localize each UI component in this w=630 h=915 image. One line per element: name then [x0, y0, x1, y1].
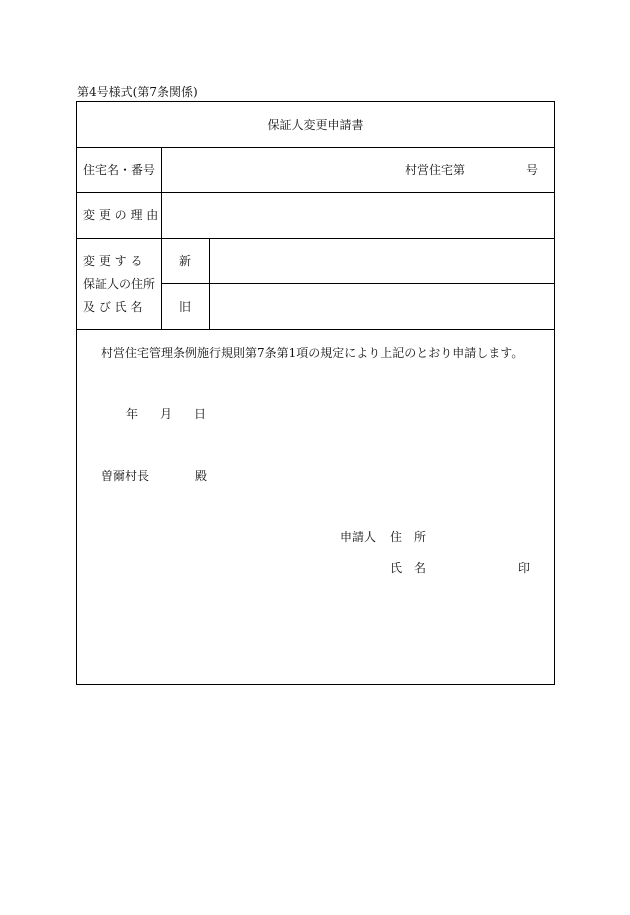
frame-bottom: [76, 684, 555, 685]
divider-housing: [76, 192, 555, 193]
divider-new-old: [161, 283, 555, 284]
addressee-name: 曽爾村長: [101, 469, 150, 483]
divider-reason: [76, 238, 555, 239]
column-divider-label: [161, 147, 162, 330]
addressee-honorific: 殿: [195, 469, 208, 483]
guarantor-label-line-3: 及 び 氏 名: [83, 300, 143, 314]
new-label: 新: [179, 254, 192, 268]
housing-value-suffix: 号: [526, 163, 539, 177]
reason-label: 変 更 の 理 由: [83, 208, 159, 222]
guarantor-label-line-2: 保証人の住所: [83, 277, 156, 291]
old-label: 旧: [179, 300, 192, 314]
form-title: 保証人変更申請書: [267, 118, 364, 132]
frame-left: [76, 101, 77, 685]
date-day: 日: [194, 407, 207, 421]
housing-label: 住宅名・番号: [83, 163, 156, 177]
applicant-seal-label: 印: [518, 561, 531, 575]
housing-value-prefix: 村営住宅第: [405, 163, 466, 177]
divider-guarantor: [76, 329, 555, 330]
date-month: 月: [160, 407, 173, 421]
applicant-address-label: 住 所: [390, 530, 427, 544]
applicant-label: 申請人: [340, 530, 377, 544]
application-statement: 村営住宅管理条例施行規則第7条第1項の規定により上記のとおり申請します。: [101, 346, 524, 360]
column-divider-new-old: [209, 238, 210, 330]
applicant-name-label: 氏 名: [390, 561, 427, 575]
frame-right: [554, 101, 555, 685]
guarantor-label-line-1: 変 更 す る: [83, 254, 143, 268]
date-year: 年: [126, 407, 139, 421]
divider-title: [76, 147, 555, 148]
form-number: 第4号様式(第7条関係): [77, 85, 198, 99]
frame-top: [76, 101, 555, 102]
